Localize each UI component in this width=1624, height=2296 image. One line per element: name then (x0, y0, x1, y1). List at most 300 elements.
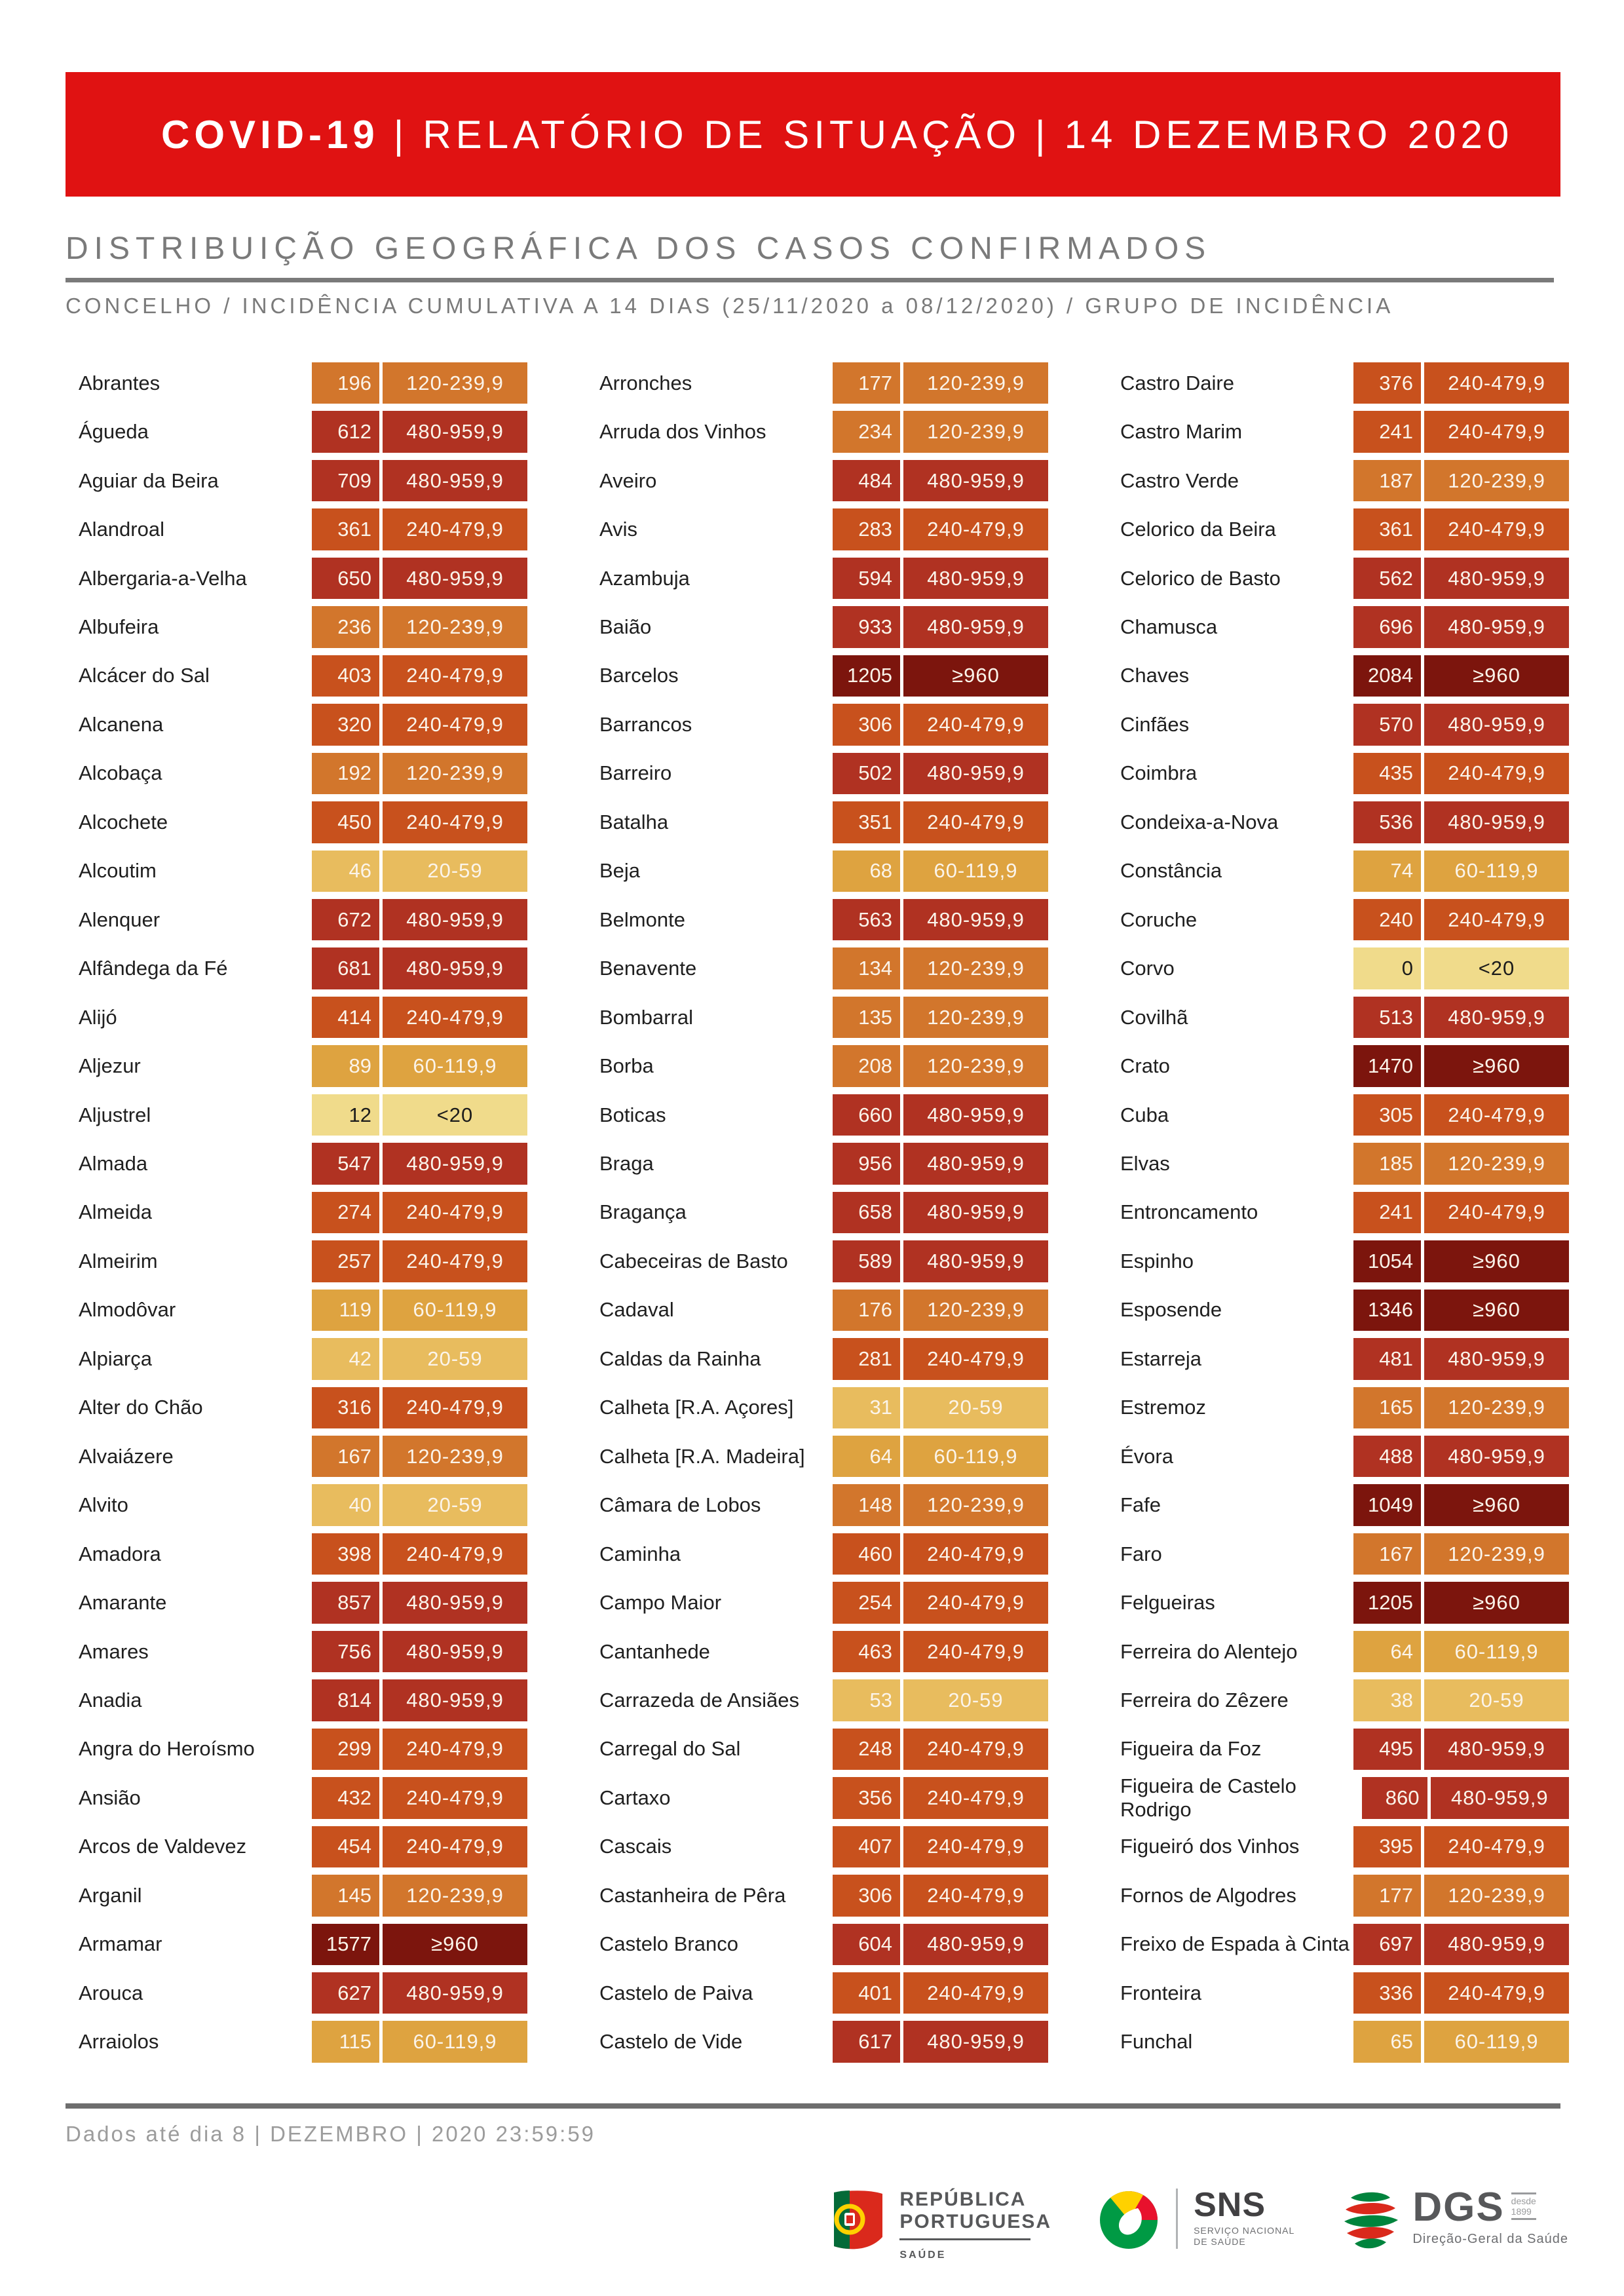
municipality-name: Azambuja (599, 566, 690, 590)
incidence-group-cell: 480-959,9 (903, 1192, 1048, 1233)
incidence-group-cell: 20-59 (903, 1387, 1048, 1428)
incidence-value-cell: 589 (833, 1240, 900, 1282)
incidence-group-cell: 20-59 (903, 1679, 1048, 1721)
municipality-name: Castelo de Paiva (599, 1981, 753, 2004)
municipality-name: Anadia (79, 1688, 142, 1712)
municipality-name: Belmonte (599, 908, 685, 931)
municipality-name: Faro (1120, 1542, 1162, 1565)
incidence-group-cell: 240-479,9 (903, 1826, 1048, 1867)
incidence-value-cell: 696 (1353, 606, 1421, 647)
incidence-value-cell: 119 (312, 1290, 379, 1331)
incidence-value-cell: 563 (833, 899, 900, 940)
dgs-abbr: DGS (1412, 2185, 1505, 2230)
incidence-group-cell: ≥960 (1424, 1484, 1569, 1525)
incidence-value-cell: 192 (312, 753, 379, 794)
municipality-name: Figueira da Foz (1120, 1737, 1262, 1761)
dgs-text (1412, 2185, 1568, 2247)
incidence-group-cell: 480-959,9 (383, 1582, 527, 1623)
incidence-value-cell: 299 (312, 1729, 379, 1770)
incidence-value-cell: 562 (1353, 558, 1421, 599)
incidence-value-cell: 53 (833, 1679, 900, 1721)
incidence-value-cell: 65 (1353, 2021, 1421, 2062)
table-row (1107, 1875, 1569, 1916)
municipality-name: Arruda dos Vinhos (599, 420, 766, 444)
incidence-value-cell: 306 (833, 1875, 900, 1916)
incidence-group-cell: 480-959,9 (903, 1143, 1048, 1184)
table-row (66, 753, 527, 794)
incidence-value-cell: 502 (833, 753, 900, 794)
table-row (66, 508, 527, 550)
table-row (66, 1192, 527, 1233)
municipality-name: Aljezur (79, 1054, 141, 1078)
incidence-group-cell: 240-479,9 (1424, 362, 1569, 404)
incidence-value-cell: 481 (1353, 1338, 1421, 1379)
table-row (1107, 899, 1569, 940)
republica-line2: PORTUGUESA (899, 2211, 1052, 2232)
municipality-name: Alcochete (79, 810, 168, 833)
table-row (66, 1338, 527, 1379)
incidence-value-cell: 450 (312, 801, 379, 843)
section-subtitle: CONCELHO / INCIDÊNCIA CUMULATIVA A 14 DIAS (25/11/2020 a 08/12/2020) / GRUPO DE INCIDÊNCIA (66, 294, 1394, 318)
incidence-value-cell: 933 (833, 606, 900, 647)
report-banner (66, 72, 1560, 197)
incidence-value-cell: 356 (833, 1777, 900, 1818)
banner-separator: | (393, 112, 409, 157)
incidence-value-cell: 241 (1353, 1192, 1421, 1233)
table-row (586, 362, 1048, 404)
municipality-name: Castro Verde (1120, 469, 1239, 492)
incidence-group-cell: 240-479,9 (383, 1729, 527, 1770)
incidence-value-cell: 1577 (312, 1924, 379, 1965)
table-column-3 (1107, 362, 1569, 2063)
municipality-name: Angra do Heroísmo (79, 1737, 255, 1761)
table-row (586, 1533, 1048, 1575)
banner-title (161, 112, 1513, 157)
municipality-name: Arcos de Valdevez (79, 1835, 247, 1858)
incidence-group-cell: 120-239,9 (903, 997, 1048, 1038)
table-row (586, 1875, 1048, 1916)
incidence-group-cell: ≥960 (383, 1924, 527, 1965)
incidence-value-cell: 658 (833, 1192, 900, 1233)
table-row (586, 1240, 1048, 1282)
incidence-value-cell: 1205 (833, 655, 900, 697)
municipality-name: Alpiarça (79, 1347, 152, 1370)
incidence-group-cell: 60-119,9 (903, 851, 1048, 892)
incidence-value-cell: 254 (833, 1582, 900, 1623)
incidence-value-cell: 407 (833, 1826, 900, 1867)
municipality-name: Almada (79, 1151, 148, 1175)
table-row (1107, 362, 1569, 404)
table-row (1107, 460, 1569, 501)
incidence-value-cell: 351 (833, 801, 900, 843)
incidence-group-cell: 120-239,9 (903, 411, 1048, 452)
incidence-group-cell: 480-959,9 (1424, 1436, 1569, 1477)
table-row (1107, 753, 1569, 794)
incidence-value-cell: 627 (312, 1972, 379, 2014)
incidence-group-cell: 120-239,9 (383, 1436, 527, 1477)
incidence-group-cell: 240-479,9 (383, 1387, 527, 1428)
table-row (66, 899, 527, 940)
incidence-value-cell: 208 (833, 1045, 900, 1086)
municipality-name: Barrancos (599, 712, 692, 736)
municipality-name: Calheta [R.A. Madeira] (599, 1444, 805, 1468)
municipality-name: Figueira de Castelo Rodrigo (1120, 1774, 1296, 1821)
municipality-name: Borba (599, 1054, 654, 1078)
table-row (586, 997, 1048, 1038)
incidence-value-cell: 305 (1353, 1094, 1421, 1136)
incidence-value-cell: 248 (833, 1729, 900, 1770)
table-row (586, 1045, 1048, 1086)
table-row (1107, 1972, 1569, 2014)
incidence-value-cell: 31 (833, 1387, 900, 1428)
table-row (586, 1143, 1048, 1184)
incidence-group-cell: 120-239,9 (903, 1045, 1048, 1086)
incidence-group-cell: 240-479,9 (383, 704, 527, 745)
table-row (586, 558, 1048, 599)
sns-divider (1176, 2189, 1178, 2249)
dgs-icon (1340, 2189, 1401, 2255)
incidence-value-cell: 650 (312, 558, 379, 599)
table-row (586, 1094, 1048, 1136)
incidence-value-cell: 956 (833, 1143, 900, 1184)
table-row (66, 655, 527, 697)
dgs-since (1511, 2192, 1536, 2220)
incidence-value-cell: 814 (312, 1679, 379, 1721)
incidence-value-cell: 484 (833, 460, 900, 501)
municipality-name: Baião (599, 615, 652, 638)
incidence-value-cell: 414 (312, 997, 379, 1038)
incidence-group-cell: 240-479,9 (1424, 1192, 1569, 1233)
incidence-group-cell: 240-479,9 (903, 704, 1048, 745)
table-row (586, 1826, 1048, 1867)
incidence-value-cell: 403 (312, 655, 379, 697)
incidence-value-cell: 361 (1353, 508, 1421, 550)
municipality-name: Águeda (79, 420, 149, 444)
municipality-name: Caminha (599, 1542, 681, 1565)
table-row (66, 2021, 527, 2062)
table-row (66, 1826, 527, 1867)
incidence-group-cell: <20 (383, 1094, 527, 1136)
incidence-value-cell: 672 (312, 899, 379, 940)
table-row (1107, 2021, 1569, 2062)
incidence-group-cell: 480-959,9 (1424, 1338, 1569, 1379)
table-row (1107, 1484, 1569, 1525)
municipality-name: Fafe (1120, 1493, 1161, 1517)
incidence-value-cell: 2084 (1353, 655, 1421, 697)
incidence-value-cell: 281 (833, 1338, 900, 1379)
table-row (1107, 1631, 1569, 1672)
table-row (586, 606, 1048, 647)
municipality-name: Alvaiázere (79, 1444, 174, 1468)
incidence-value-cell: 74 (1353, 851, 1421, 892)
municipality-name: Freixo de Espada à Cinta (1120, 1932, 1350, 1956)
incidence-group-cell: 60-119,9 (1424, 1631, 1569, 1672)
incidence-group-cell: 480-959,9 (1424, 606, 1569, 647)
incidence-value-cell: 274 (312, 1192, 379, 1233)
incidence-value-cell: 536 (1353, 801, 1421, 843)
incidence-value-cell: 306 (833, 704, 900, 745)
incidence-group-cell: 240-479,9 (903, 1533, 1048, 1575)
municipality-name: Espinho (1120, 1249, 1194, 1272)
municipality-name: Estremoz (1120, 1396, 1206, 1419)
incidence-group-cell: 480-959,9 (903, 558, 1048, 599)
incidence-value-cell: 115 (312, 2021, 379, 2062)
dgs-logo (1340, 2185, 1568, 2255)
incidence-value-cell: 167 (1353, 1533, 1421, 1575)
incidence-value-cell: 1346 (1353, 1290, 1421, 1331)
incidence-group-cell: 240-479,9 (383, 655, 527, 697)
municipality-name: Bombarral (599, 1005, 693, 1029)
incidence-group-cell: 480-959,9 (903, 606, 1048, 647)
municipality-name: Carrazeda de Ansiães (599, 1688, 800, 1712)
table-row (66, 997, 527, 1038)
incidence-group-cell: 240-479,9 (383, 1240, 527, 1282)
incidence-value-cell: 681 (312, 947, 379, 989)
municipality-name: Alcácer do Sal (79, 664, 210, 687)
dgs-head (1412, 2185, 1568, 2230)
incidence-group-cell: 240-479,9 (903, 1582, 1048, 1623)
table-column-1 (66, 362, 527, 2063)
incidence-group-cell: ≥960 (903, 655, 1048, 697)
incidence-value-cell: 177 (1353, 1875, 1421, 1916)
table-row (66, 851, 527, 892)
republica-saude-label: SAÚDE (899, 2249, 947, 2261)
table-row (66, 558, 527, 599)
incidence-group-cell: ≥960 (1424, 1290, 1569, 1331)
table-row (1107, 655, 1569, 697)
table-row (586, 1729, 1048, 1770)
incidence-group-cell: 240-479,9 (383, 1533, 527, 1575)
dgs-subtitle: Direção-Geral da Saúde (1412, 2232, 1568, 2246)
table-row (1107, 947, 1569, 989)
table-row (66, 947, 527, 989)
municipality-name: Crato (1120, 1054, 1170, 1078)
section-title: DISTRIBUIÇÃO GEOGRÁFICA DOS CASOS CONFIRMADOS (66, 231, 1212, 266)
table-row (1107, 801, 1569, 843)
incidence-value-cell: 612 (312, 411, 379, 452)
municipality-name: Cinfães (1120, 712, 1190, 736)
incidence-value-cell: 187 (1353, 460, 1421, 501)
incidence-group-cell: 480-959,9 (903, 899, 1048, 940)
incidence-value-cell: 604 (833, 1924, 900, 1965)
municipality-name: Chaves (1120, 664, 1190, 687)
municipality-name: Corvo (1120, 957, 1175, 980)
incidence-group-cell: 120-239,9 (383, 1875, 527, 1916)
footer-logos (825, 2185, 1568, 2261)
incidence-group-cell: 20-59 (383, 851, 527, 892)
municipality-name: Celorico de Basto (1120, 566, 1281, 590)
table-row (66, 1582, 527, 1623)
municipality-name: Cantanhede (599, 1639, 710, 1663)
sns-subtitle-line2: DE SAÚDE (1194, 2236, 1246, 2247)
incidence-group-cell: 60-119,9 (383, 1290, 527, 1331)
table-row (1107, 1094, 1569, 1136)
table-row (66, 460, 527, 501)
incidence-value-cell: 401 (833, 1972, 900, 2014)
incidence-value-cell: 398 (312, 1533, 379, 1575)
incidence-value-cell: 241 (1353, 411, 1421, 452)
municipality-name: Coruche (1120, 908, 1198, 931)
table-row (1107, 1045, 1569, 1086)
table-row (586, 1924, 1048, 1965)
incidence-group-cell: ≥960 (1424, 1045, 1569, 1086)
incidence-value-cell: 660 (833, 1094, 900, 1136)
municipality-name: Aguiar da Beira (79, 469, 219, 492)
republica-portuguesa-logo (825, 2189, 1051, 2261)
table-row (586, 2021, 1048, 2062)
banner-report-label: RELATÓRIO DE SITUAÇÃO (423, 112, 1021, 157)
incidence-value-cell: 460 (833, 1533, 900, 1575)
table-row (66, 1533, 527, 1575)
portugal-flag-icon (825, 2189, 888, 2255)
table-row (1107, 1774, 1569, 1821)
municipality-name: Alandroal (79, 518, 164, 541)
incidence-value-cell: 488 (1353, 1436, 1421, 1477)
incidence-group-cell: 240-479,9 (903, 1729, 1048, 1770)
incidence-group-cell: 480-959,9 (903, 2021, 1048, 2062)
incidence-value-cell: 336 (1353, 1972, 1421, 2014)
municipality-name: Carregal do Sal (599, 1737, 741, 1761)
incidence-group-cell: 120-239,9 (1424, 1875, 1569, 1916)
incidence-value-cell: 185 (1353, 1143, 1421, 1184)
municipality-name: Ferreira do Zêzere (1120, 1688, 1289, 1712)
incidence-value-cell: 513 (1353, 997, 1421, 1038)
table-row (586, 1484, 1048, 1525)
incidence-value-cell: 617 (833, 2021, 900, 2062)
incidence-group-cell: 240-479,9 (383, 801, 527, 843)
incidence-value-cell: 177 (833, 362, 900, 404)
incidence-value-cell: 709 (312, 460, 379, 501)
incidence-group-cell: 60-119,9 (903, 1436, 1048, 1477)
incidence-group-cell: 120-239,9 (1424, 460, 1569, 501)
republica-underline (899, 2238, 1030, 2240)
republica-line1: REPÚBLICA (899, 2189, 1027, 2210)
municipality-name: Alter do Chão (79, 1396, 203, 1419)
incidence-value-cell: 42 (312, 1338, 379, 1379)
incidence-value-cell: 165 (1353, 1387, 1421, 1428)
municipality-name: Castro Daire (1120, 371, 1234, 394)
incidence-value-cell: 236 (312, 606, 379, 647)
incidence-value-cell: 594 (833, 558, 900, 599)
incidence-group-cell: 480-959,9 (383, 899, 527, 940)
municipality-name: Amadora (79, 1542, 161, 1565)
municipality-name: Esposende (1120, 1298, 1222, 1322)
incidence-group-cell: 240-479,9 (903, 1631, 1048, 1672)
incidence-group-cell: 120-239,9 (903, 947, 1048, 989)
table-row (66, 1924, 527, 1965)
municipality-name: Coimbra (1120, 761, 1198, 785)
incidence-value-cell: 1049 (1353, 1484, 1421, 1525)
table-row (1107, 1192, 1569, 1233)
incidence-value-cell: 395 (1353, 1826, 1421, 1867)
table-row (586, 851, 1048, 892)
municipality-name: Braga (599, 1151, 654, 1175)
incidence-value-cell: 135 (833, 997, 900, 1038)
table-row (1107, 1143, 1569, 1184)
incidence-value-cell: 1205 (1353, 1582, 1421, 1623)
municipality-name: Fornos de Algodres (1120, 1883, 1296, 1907)
municipality-name: Castelo de Vide (599, 2030, 743, 2054)
municipality-name: Chamusca (1120, 615, 1218, 638)
municipality-name: Arouca (79, 1981, 143, 2004)
table-row (66, 1094, 527, 1136)
incidence-value-cell: 857 (312, 1582, 379, 1623)
municipality-name: Funchal (1120, 2030, 1193, 2054)
municipality-name: Alcobaça (79, 761, 162, 785)
municipality-name: Alijó (79, 1005, 117, 1029)
incidence-value-cell: 547 (312, 1143, 379, 1184)
table-row (586, 460, 1048, 501)
municipality-name: Almeida (79, 1200, 152, 1224)
municipality-name: Castelo Branco (599, 1932, 738, 1956)
table-row (1107, 1290, 1569, 1331)
incidence-group-cell: 480-959,9 (1424, 704, 1569, 745)
table-row (1107, 851, 1569, 892)
table-row (66, 1436, 527, 1477)
municipality-name: Albergaria-a-Velha (79, 566, 247, 590)
incidence-table (66, 362, 1569, 2063)
table-row (586, 1338, 1048, 1379)
table-row (66, 1631, 527, 1672)
incidence-group-cell: ≥960 (1424, 1582, 1569, 1623)
municipality-name: Estarreja (1120, 1347, 1202, 1370)
table-row (586, 899, 1048, 940)
table-row (586, 1631, 1048, 1672)
incidence-value-cell: 495 (1353, 1729, 1421, 1770)
banner-brand: COVID-19 (161, 112, 379, 157)
municipality-name: Almeirim (79, 1249, 158, 1272)
municipality-name: Cuba (1120, 1103, 1169, 1126)
municipality-name: Ferreira do Alentejo (1120, 1639, 1298, 1663)
incidence-group-cell: 60-119,9 (1424, 851, 1569, 892)
table-row (586, 704, 1048, 745)
incidence-group-cell: ≥960 (1424, 1240, 1569, 1282)
banner-date: 14 DEZEMBRO 2020 (1064, 112, 1514, 157)
incidence-group-cell: 480-959,9 (383, 1972, 527, 2014)
incidence-group-cell: 240-479,9 (903, 801, 1048, 843)
municipality-name: Alenquer (79, 908, 161, 931)
municipality-name: Felgueiras (1120, 1591, 1215, 1615)
municipality-name: Amares (79, 1639, 149, 1663)
table-row (1107, 1582, 1569, 1623)
incidence-group-cell: 480-959,9 (383, 1631, 527, 1672)
municipality-name: Fronteira (1120, 1981, 1202, 2004)
table-row (66, 1875, 527, 1916)
table-row (586, 753, 1048, 794)
table-row (1107, 997, 1569, 1038)
incidence-group-cell: 240-479,9 (1424, 411, 1569, 452)
table-row (1107, 1240, 1569, 1282)
incidence-group-cell: 20-59 (1424, 1679, 1569, 1721)
table-row (586, 1192, 1048, 1233)
incidence-group-cell: 240-479,9 (1424, 899, 1569, 940)
municipality-name: Cadaval (599, 1298, 674, 1322)
incidence-group-cell: <20 (1424, 947, 1569, 989)
incidence-value-cell: 697 (1353, 1924, 1421, 1965)
incidence-group-cell: 120-239,9 (383, 753, 527, 794)
sns-logo (1097, 2186, 1295, 2255)
municipality-name: Câmara de Lobos (599, 1493, 761, 1517)
table-row (586, 508, 1048, 550)
sns-icon (1097, 2189, 1160, 2255)
municipality-name: Évora (1120, 1444, 1173, 1468)
table-row (66, 362, 527, 404)
table-row (586, 1582, 1048, 1623)
incidence-value-cell: 435 (1353, 753, 1421, 794)
incidence-group-cell: 20-59 (383, 1338, 527, 1379)
municipality-name: Alfândega da Fé (79, 957, 228, 980)
incidence-group-cell: 240-479,9 (1424, 1826, 1569, 1867)
